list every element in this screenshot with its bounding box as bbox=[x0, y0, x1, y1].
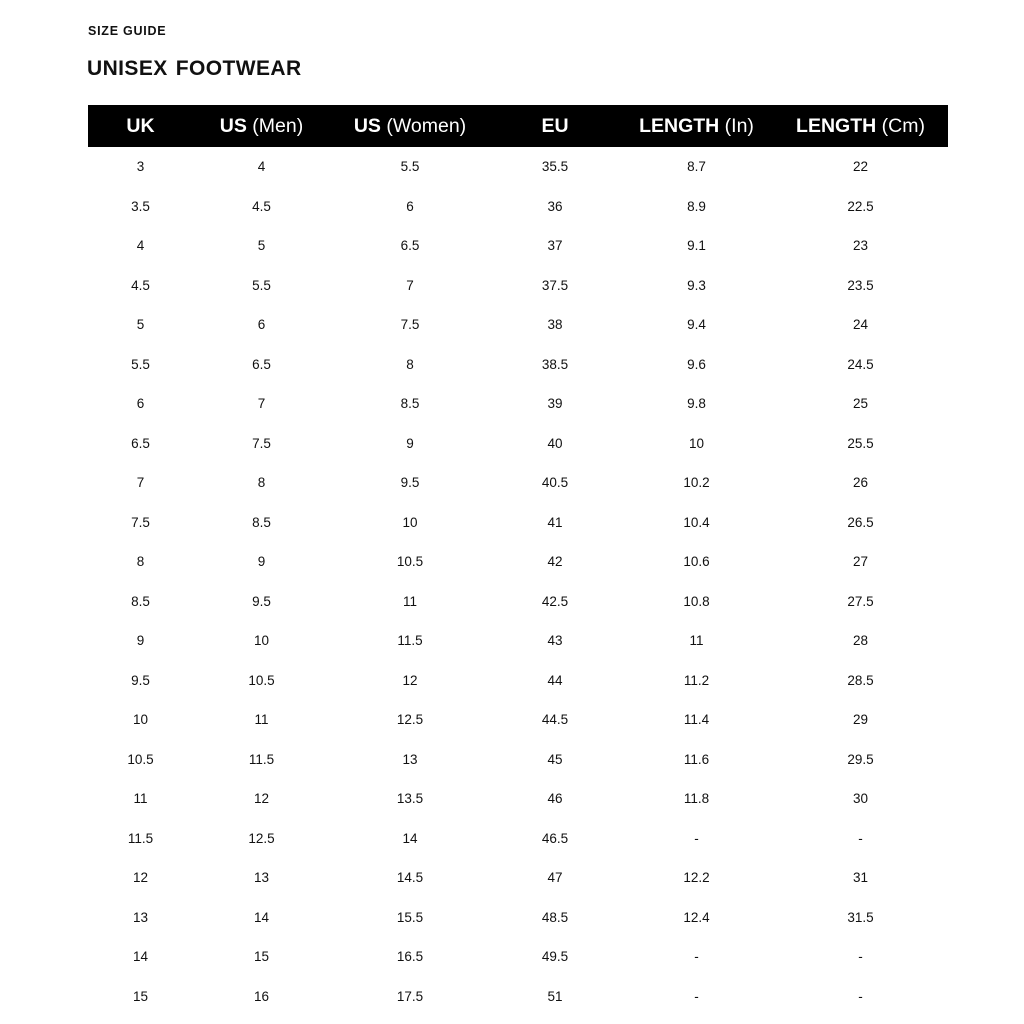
table-cell: 13.5 bbox=[330, 779, 490, 819]
table-cell: 30 bbox=[773, 779, 948, 819]
table-row bbox=[88, 147, 948, 187]
table-cell: 12.4 bbox=[620, 898, 773, 938]
table-cell: 12 bbox=[88, 858, 193, 898]
table-cell: 7.5 bbox=[88, 503, 193, 543]
column-header-length-in-main: LENGTH bbox=[639, 114, 720, 137]
table-cell: 4.5 bbox=[193, 187, 330, 227]
table-cell: 12.2 bbox=[620, 858, 773, 898]
table-cell: 43 bbox=[490, 621, 620, 661]
table-cell: 46.5 bbox=[490, 819, 620, 859]
table-cell: 40.5 bbox=[490, 463, 620, 503]
table-cell: 11.2 bbox=[620, 661, 773, 701]
table-cell: 12 bbox=[330, 661, 490, 701]
table-row bbox=[88, 384, 948, 424]
eyebrow-label: SIZE GUIDE bbox=[88, 24, 167, 38]
table-cell: 44 bbox=[490, 661, 620, 701]
table-header-row bbox=[88, 105, 948, 147]
table-cell: 9 bbox=[193, 542, 330, 582]
column-header-us-men-unit: (Men) bbox=[246, 114, 304, 137]
table-row bbox=[88, 187, 948, 227]
table-cell: 3.5 bbox=[88, 187, 193, 227]
table-cell: 10 bbox=[620, 424, 773, 464]
table-row bbox=[88, 661, 948, 701]
table-cell: 15 bbox=[193, 937, 330, 977]
table-cell: 8.5 bbox=[88, 582, 193, 622]
table-cell: 11.5 bbox=[88, 819, 193, 859]
table-body bbox=[88, 147, 948, 1016]
table-cell: 10.5 bbox=[88, 740, 193, 780]
table-cell: - bbox=[620, 819, 773, 859]
table-cell: 14 bbox=[193, 898, 330, 938]
table-row bbox=[88, 463, 948, 503]
table-cell: 8 bbox=[88, 542, 193, 582]
table-cell: 22 bbox=[773, 147, 948, 187]
table-cell: 3 bbox=[88, 147, 193, 187]
table-cell: 11.8 bbox=[620, 779, 773, 819]
table-cell: 27 bbox=[773, 542, 948, 582]
table-row bbox=[88, 542, 948, 582]
table-cell: 9.8 bbox=[620, 384, 773, 424]
table-cell: 27.5 bbox=[773, 582, 948, 622]
table-cell: 11 bbox=[88, 779, 193, 819]
table-cell: 7.5 bbox=[330, 305, 490, 345]
table-cell: 6.5 bbox=[330, 226, 490, 266]
table-row bbox=[88, 582, 948, 622]
table-cell: 10.8 bbox=[620, 582, 773, 622]
table-row bbox=[88, 858, 948, 898]
table-cell: 6 bbox=[330, 187, 490, 227]
table-cell: - bbox=[620, 977, 773, 1017]
table-cell: 15.5 bbox=[330, 898, 490, 938]
table-cell: 25 bbox=[773, 384, 948, 424]
table-cell: - bbox=[773, 937, 948, 977]
table-cell: 28.5 bbox=[773, 661, 948, 701]
table-row bbox=[88, 345, 948, 385]
table-cell: 15 bbox=[88, 977, 193, 1017]
table-cell: 37.5 bbox=[490, 266, 620, 306]
table-cell: 16 bbox=[193, 977, 330, 1017]
table-cell: 8.5 bbox=[193, 503, 330, 543]
column-header-eu-main: EU bbox=[541, 114, 569, 137]
size-table-container bbox=[88, 105, 948, 1016]
table-cell: - bbox=[620, 937, 773, 977]
page-title-part1: UNISEX bbox=[87, 57, 168, 80]
table-cell: 12.5 bbox=[330, 700, 490, 740]
table-cell: 10 bbox=[88, 700, 193, 740]
table-cell: 24 bbox=[773, 305, 948, 345]
table-cell: - bbox=[773, 819, 948, 859]
column-header-length-in bbox=[620, 105, 773, 147]
table-cell: 31.5 bbox=[773, 898, 948, 938]
table-row bbox=[88, 503, 948, 543]
page-title bbox=[87, 57, 302, 81]
table-cell: 10 bbox=[193, 621, 330, 661]
table-cell: 8 bbox=[193, 463, 330, 503]
table-cell: 7.5 bbox=[193, 424, 330, 464]
table-cell: 29 bbox=[773, 700, 948, 740]
table-cell: 51 bbox=[490, 977, 620, 1017]
table-cell: 6.5 bbox=[193, 345, 330, 385]
table-cell: 9.5 bbox=[330, 463, 490, 503]
table-cell: 42 bbox=[490, 542, 620, 582]
table-cell: 42.5 bbox=[490, 582, 620, 622]
table-cell: 9.4 bbox=[620, 305, 773, 345]
table-cell: 46 bbox=[490, 779, 620, 819]
table-cell: 11.5 bbox=[330, 621, 490, 661]
table-row bbox=[88, 226, 948, 266]
table-cell: 11 bbox=[193, 700, 330, 740]
column-header-length-cm-main: LENGTH bbox=[796, 114, 877, 137]
table-cell: 25.5 bbox=[773, 424, 948, 464]
table-cell: 31 bbox=[773, 858, 948, 898]
column-header-us-women-main: US bbox=[353, 114, 381, 137]
table-cell: 40 bbox=[490, 424, 620, 464]
table-cell: 9.3 bbox=[620, 266, 773, 306]
table-cell: 28 bbox=[773, 621, 948, 661]
table-cell: 4 bbox=[88, 226, 193, 266]
column-header-eu bbox=[490, 105, 620, 147]
table-row bbox=[88, 937, 948, 977]
table-cell: 13 bbox=[330, 740, 490, 780]
column-header-us-men bbox=[193, 105, 330, 147]
table-cell: 11 bbox=[620, 621, 773, 661]
table-cell: 24.5 bbox=[773, 345, 948, 385]
table-cell: 22.5 bbox=[773, 187, 948, 227]
table-row bbox=[88, 700, 948, 740]
table-cell: 39 bbox=[490, 384, 620, 424]
table-cell: 10.2 bbox=[620, 463, 773, 503]
table-cell: 38.5 bbox=[490, 345, 620, 385]
table-cell: 8.9 bbox=[620, 187, 773, 227]
table-cell: 10.5 bbox=[330, 542, 490, 582]
table-row bbox=[88, 819, 948, 859]
table-cell: 7 bbox=[88, 463, 193, 503]
table-cell: 8.7 bbox=[620, 147, 773, 187]
table-cell: 13 bbox=[88, 898, 193, 938]
size-table bbox=[88, 105, 948, 1016]
table-row bbox=[88, 424, 948, 464]
column-header-length-cm bbox=[773, 105, 948, 147]
table-cell: 23 bbox=[773, 226, 948, 266]
table-cell: 14.5 bbox=[330, 858, 490, 898]
column-header-us-women-unit: (Women) bbox=[380, 114, 467, 137]
table-cell: 8.5 bbox=[330, 384, 490, 424]
table-cell: 37 bbox=[490, 226, 620, 266]
table-cell: 4.5 bbox=[88, 266, 193, 306]
column-header-length-in-unit: (In) bbox=[719, 114, 754, 137]
table-cell: 9 bbox=[330, 424, 490, 464]
table-cell: 10 bbox=[330, 503, 490, 543]
table-cell: 29.5 bbox=[773, 740, 948, 780]
column-header-us-men-main: US bbox=[219, 114, 247, 137]
table-cell: 11.5 bbox=[193, 740, 330, 780]
table-cell: 7 bbox=[330, 266, 490, 306]
table-cell: 7 bbox=[193, 384, 330, 424]
table-cell: 36 bbox=[490, 187, 620, 227]
table-cell: 9.5 bbox=[88, 661, 193, 701]
table-cell: 17.5 bbox=[330, 977, 490, 1017]
table-cell: 6 bbox=[88, 384, 193, 424]
table-cell: 10.5 bbox=[193, 661, 330, 701]
column-header-uk bbox=[88, 105, 193, 147]
table-cell: 4 bbox=[193, 147, 330, 187]
table-cell: - bbox=[773, 977, 948, 1017]
table-cell: 5 bbox=[88, 305, 193, 345]
table-cell: 38 bbox=[490, 305, 620, 345]
table-cell: 10.4 bbox=[620, 503, 773, 543]
table-cell: 14 bbox=[330, 819, 490, 859]
table-cell: 9.1 bbox=[620, 226, 773, 266]
table-row bbox=[88, 779, 948, 819]
table-row bbox=[88, 740, 948, 780]
table-cell: 45 bbox=[490, 740, 620, 780]
column-header-us-women bbox=[330, 105, 490, 147]
table-cell: 48.5 bbox=[490, 898, 620, 938]
table-cell: 11.6 bbox=[620, 740, 773, 780]
table-cell: 8 bbox=[330, 345, 490, 385]
table-cell: 44.5 bbox=[490, 700, 620, 740]
table-cell: 5.5 bbox=[330, 147, 490, 187]
table-cell: 47 bbox=[490, 858, 620, 898]
table-cell: 5.5 bbox=[88, 345, 193, 385]
table-row bbox=[88, 977, 948, 1017]
table-cell: 6 bbox=[193, 305, 330, 345]
table-cell: 9.6 bbox=[620, 345, 773, 385]
table-cell: 12 bbox=[193, 779, 330, 819]
table-header bbox=[88, 105, 948, 147]
table-cell: 23.5 bbox=[773, 266, 948, 306]
table-cell: 11.4 bbox=[620, 700, 773, 740]
table-row bbox=[88, 305, 948, 345]
table-cell: 26.5 bbox=[773, 503, 948, 543]
table-row bbox=[88, 266, 948, 306]
table-cell: 5 bbox=[193, 226, 330, 266]
table-cell: 35.5 bbox=[490, 147, 620, 187]
table-cell: 9 bbox=[88, 621, 193, 661]
table-cell: 11 bbox=[330, 582, 490, 622]
table-cell: 41 bbox=[490, 503, 620, 543]
table-cell: 9.5 bbox=[193, 582, 330, 622]
table-cell: 14 bbox=[88, 937, 193, 977]
table-cell: 12.5 bbox=[193, 819, 330, 859]
table-row bbox=[88, 621, 948, 661]
column-header-length-cm-unit: (Cm) bbox=[876, 114, 925, 137]
table-cell: 16.5 bbox=[330, 937, 490, 977]
table-row bbox=[88, 898, 948, 938]
table-cell: 26 bbox=[773, 463, 948, 503]
column-header-uk-main: UK bbox=[126, 114, 155, 137]
table-cell: 6.5 bbox=[88, 424, 193, 464]
table-cell: 13 bbox=[193, 858, 330, 898]
table-cell: 49.5 bbox=[490, 937, 620, 977]
table-cell: 5.5 bbox=[193, 266, 330, 306]
page-title-part2: FOOTWEAR bbox=[175, 57, 302, 80]
table-cell: 10.6 bbox=[620, 542, 773, 582]
